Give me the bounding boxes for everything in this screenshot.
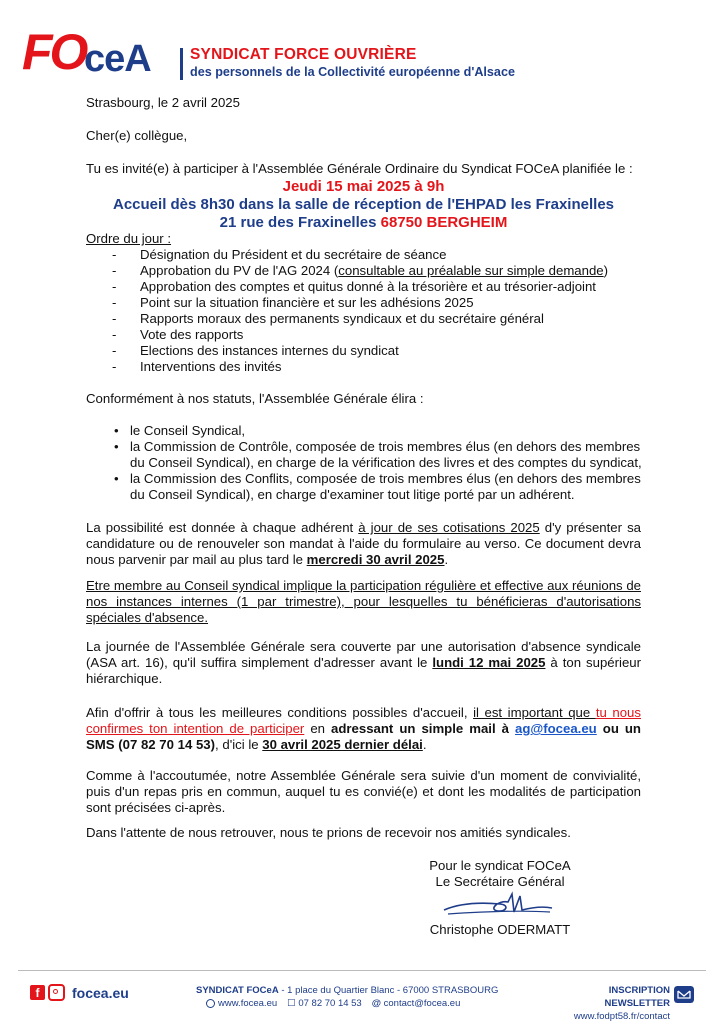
event-address-city: 68750 BERGHEIM: [380, 214, 508, 231]
mail-icon[interactable]: [674, 986, 694, 1003]
newsletter-url[interactable]: www.fodpt58.fr/contact: [573, 1011, 670, 1022]
paragraph-candidature: La possibilité est donnée à chaque adhérent à jour de ses cotisations 2025 d'y présenter sa candidature ou de renouveler son mandat à l'aide du formulaire au verso. Ce document devra nous parvenir par mail au plus tard le mercredi 30 avril 2025.: [86, 520, 642, 567]
footer-org-name: SYNDICAT FOCeA: [196, 985, 279, 996]
header-subtitle: des personnels de la Collectivité européenne d'Alsace: [190, 65, 515, 79]
event-address-street: 21 rue des Fraxinelles: [219, 214, 377, 231]
agenda-item: - Point sur la situation financière et sur les adhésions 2025: [112, 295, 652, 311]
sign-name: Christophe ODERMATT: [429, 922, 571, 937]
statuts-intro: Conformément à nos statuts, l'Assemblée Générale élira :: [86, 391, 424, 406]
agenda-item: - Elections des instances internes du syndicat: [112, 343, 652, 359]
footer-divider: [18, 970, 706, 971]
header-title: SYNDICAT FORCE OUVRIÈRE: [190, 46, 417, 63]
footer-site[interactable]: focea.eu: [72, 984, 129, 1001]
election-item: • la Commission des Conflits, composée de trois membres élus (en dehors des membres du Conseil Syndical), en charge d'examiner tout litige porté par un adhérent.: [100, 471, 642, 503]
letter-greeting: Cher(e) collègue,: [86, 128, 188, 143]
header-divider: [180, 48, 183, 80]
invite-text: Tu es invité(e) à participer à l'Assemblée Générale Ordinaire du Syndicat FOCeA planifiée le :: [86, 161, 633, 176]
confirm-highlight: tu nous confirmes ton intention de participer: [86, 705, 641, 736]
agenda-pv-link: consultable au préalable sur simple demande: [338, 263, 604, 278]
paragraph-conseil: Etre membre au Conseil syndical implique la participation régulière et effective aux réunions de nos instances internes (1 par trimestre), pour lesquelles tu bénéficieras d'autorisations spéciales d'absence.: [86, 578, 641, 625]
ag-mail-link[interactable]: ag@focea.eu: [514, 721, 597, 736]
event-address: [86, 213, 641, 232]
handwritten-signature: [438, 890, 558, 920]
elections-list: [100, 423, 642, 503]
agenda-item: - Rapports moraux des permanents syndicaux et du secrétaire général: [112, 311, 652, 327]
election-item: • la Commission de Contrôle, composée de trois membres élus (en dehors des membres du Conseil Syndical), en charge de la vérification des livres et des comptes du syndicat,: [100, 439, 642, 471]
confirm-deadline: 30 avril 2025 dernier délai: [262, 737, 423, 752]
sign-role: Le Secrétaire Général: [435, 874, 565, 889]
agenda-title: Ordre du jour :: [86, 231, 172, 246]
event-place: Accueil dès 8h30 dans la salle de réception de l'EHPAD les Fraxinelles: [113, 196, 614, 213]
event-date: Jeudi 15 mai 2025 à 9h: [282, 178, 445, 195]
paragraph-convivialite: Comme à l'accoutumée, notre Assemblée Générale sera suivie d'un moment de convivialité, puis d'un repas pris en commun, auquel tu es convié(e) et dont les modalités de participation sont précisées ci-après.: [86, 768, 641, 815]
footer-org: [196, 984, 498, 997]
globe-icon: [206, 999, 215, 1008]
agenda-item: - Approbation du PV de l'AG 2024 (consultable au préalable sur simple demande): [112, 263, 652, 279]
asa-deadline: lundi 12 mai 2025: [432, 655, 546, 670]
signature-block: [400, 858, 600, 890]
cotisation-highlight: à jour de ses cotisations 2025: [358, 520, 540, 535]
agenda-item: - Interventions des invités: [112, 359, 652, 375]
facebook-icon[interactable]: f: [30, 985, 45, 1000]
agenda-item: - Approbation des comptes et quitus donné à la trésorière et au trésorier-adjoint: [112, 279, 652, 295]
paragraph-asa: La journée de l'Assemblée Générale sera couverte par une autorisation d'absence syndicale (ASA art. 16), qu'il suffira simplement d'adresser avant le lundi 12 mai 2025 à ton supérieur hiérarchique.: [86, 639, 642, 686]
letter-date: Strasbourg, le 2 avril 2025: [86, 95, 240, 110]
footer-phone[interactable]: ☐ 07 82 70 14 53: [287, 998, 362, 1009]
logo-fo-text: FO: [22, 24, 86, 80]
phone-icon: ☐: [287, 998, 296, 1009]
candidature-deadline: mercredi 30 avril 2025: [306, 552, 445, 567]
paragraph-closing: Dans l'attente de nous retrouver, nous te prions de recevoir nos amitiés syndicales.: [86, 825, 571, 840]
agenda-item: - Vote des rapports: [112, 327, 652, 343]
footer-social: [30, 984, 129, 1001]
at-icon: @: [371, 998, 381, 1009]
newsletter-title: INSCRIPTION NEWSLETTER: [604, 985, 670, 1009]
agenda-list: [112, 247, 652, 375]
instagram-icon[interactable]: [48, 984, 65, 1001]
sign-for: Pour le syndicat FOCeA: [429, 858, 571, 873]
footer-org-address: - 1 place du Quartier Blanc - 67000 STRASBOURG: [278, 985, 499, 996]
footer-newsletter: [542, 984, 670, 1023]
focea-logo: [22, 22, 174, 82]
footer-web[interactable]: www.focea.eu: [206, 998, 277, 1009]
logo-cea-text: ceA: [84, 38, 151, 80]
agenda-item: - Désignation du Président et du secrétaire de séance: [112, 247, 652, 263]
election-item: • le Conseil Syndical,: [100, 423, 642, 439]
footer-contacts: [206, 998, 460, 1009]
paragraph-confirmation: Afin d'offrir à tous les meilleures conditions possibles d'accueil, il est important que tu nous confirmes ton intention de participer en adressant un simple mail à ag@focea.eu ou un SMS (07 82 70 14 53), d'ici le 30 avril 2025 dernier délai.: [86, 705, 641, 752]
footer-email[interactable]: @ contact@focea.eu: [371, 998, 461, 1009]
